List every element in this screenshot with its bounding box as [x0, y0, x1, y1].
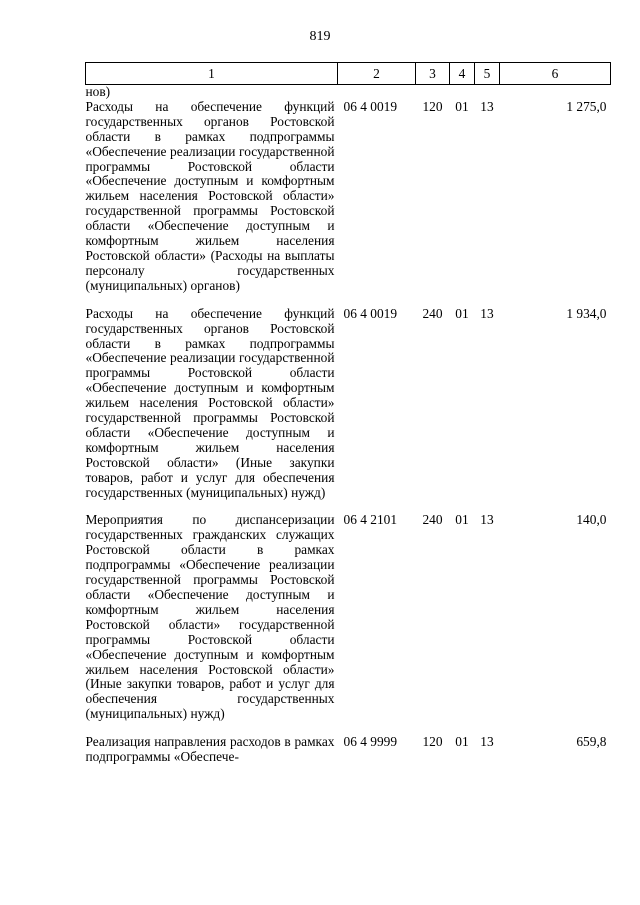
row-expense-type: 240 [422, 512, 443, 528]
row-subsection: 13 [480, 512, 494, 528]
row-subsection: 13 [480, 98, 494, 114]
row-description: Расходы на обеспечение функций государственных органов Ростовской области в рамках подпрограммы «Обеспечение реализации государственной программы Ростовской области «Обеспечение доступным и комфортным жильем населения Ростовской области» государственной программы Ростовской области «Обеспечение доступным и комфортным жильем населения Ростовской области» (Расходы на выплаты персоналу государственных (муниципальных) органов) [85, 98, 335, 293]
row-description: Реализация направления расходов в рамках подпрограммы «Обеспече- [85, 734, 335, 765]
row-target-code: 06 4 2101 [343, 512, 398, 528]
row-expense-type: 120 [422, 734, 443, 750]
row-amount: 140,0 [576, 512, 607, 528]
row-description: Расходы на обеспечение функций государственных органов Ростовской области в рамках подпрограммы «Обеспечение реализации государственной программы Ростовской области «Обеспечение доступным и комфортным жильем населения Ростовской области» государственной программы Ростовской области «Обеспечение доступным и комфортным жильем населения Ростовской области» (Иные закупки товаров, работ и услуг для обеспечения государственных (муниципальных) нужд) [85, 305, 335, 500]
header-col-3: 3 [416, 63, 450, 85]
header-col-4: 4 [450, 63, 475, 85]
row-amount: 1 934,0 [566, 305, 607, 321]
row-expense-type: 120 [422, 98, 443, 114]
row-section: 01 [455, 734, 469, 750]
row-section: 01 [455, 305, 469, 321]
header-col-2: 2 [338, 63, 416, 85]
page-number: 819 [309, 29, 331, 44]
row-subsection: 13 [480, 305, 494, 321]
row-section: 01 [455, 98, 469, 114]
header-row [86, 63, 611, 85]
table-row [86, 100, 611, 294]
row-amount: 1 275,0 [566, 98, 607, 114]
row-expense-type: 240 [422, 305, 443, 321]
row-section: 01 [455, 512, 469, 528]
continuation-text: нов) [85, 84, 111, 99]
row-target-code: 06 4 0019 [343, 305, 398, 321]
table-row [86, 513, 611, 722]
row-target-code: 06 4 9999 [343, 734, 398, 750]
row-target-code: 06 4 0019 [343, 98, 398, 114]
row-subsection: 13 [480, 734, 494, 750]
continuation-row [86, 85, 611, 100]
row-amount: 659,8 [576, 734, 607, 750]
header-col-5: 5 [475, 63, 500, 85]
table-row [86, 307, 611, 501]
header-col-6: 6 [500, 63, 611, 85]
budget-table [85, 62, 611, 765]
row-description: Мероприятия по диспансеризации государственных гражданских служащих Ростовской области в рамках подпрограммы «Обеспечение реализации государственной программы Ростовской области «Обеспечение доступным и комфортным жильем населения Ростовской области» государственной программы Ростовской области «Обеспечение доступным и комфортным жильем населения Ростовской области» (Иные закупки товаров, работ и услуг для обеспечения государственных (муниципальных) нужд) [85, 512, 335, 722]
header-col-1: 1 [86, 63, 338, 85]
table-row [86, 735, 611, 765]
